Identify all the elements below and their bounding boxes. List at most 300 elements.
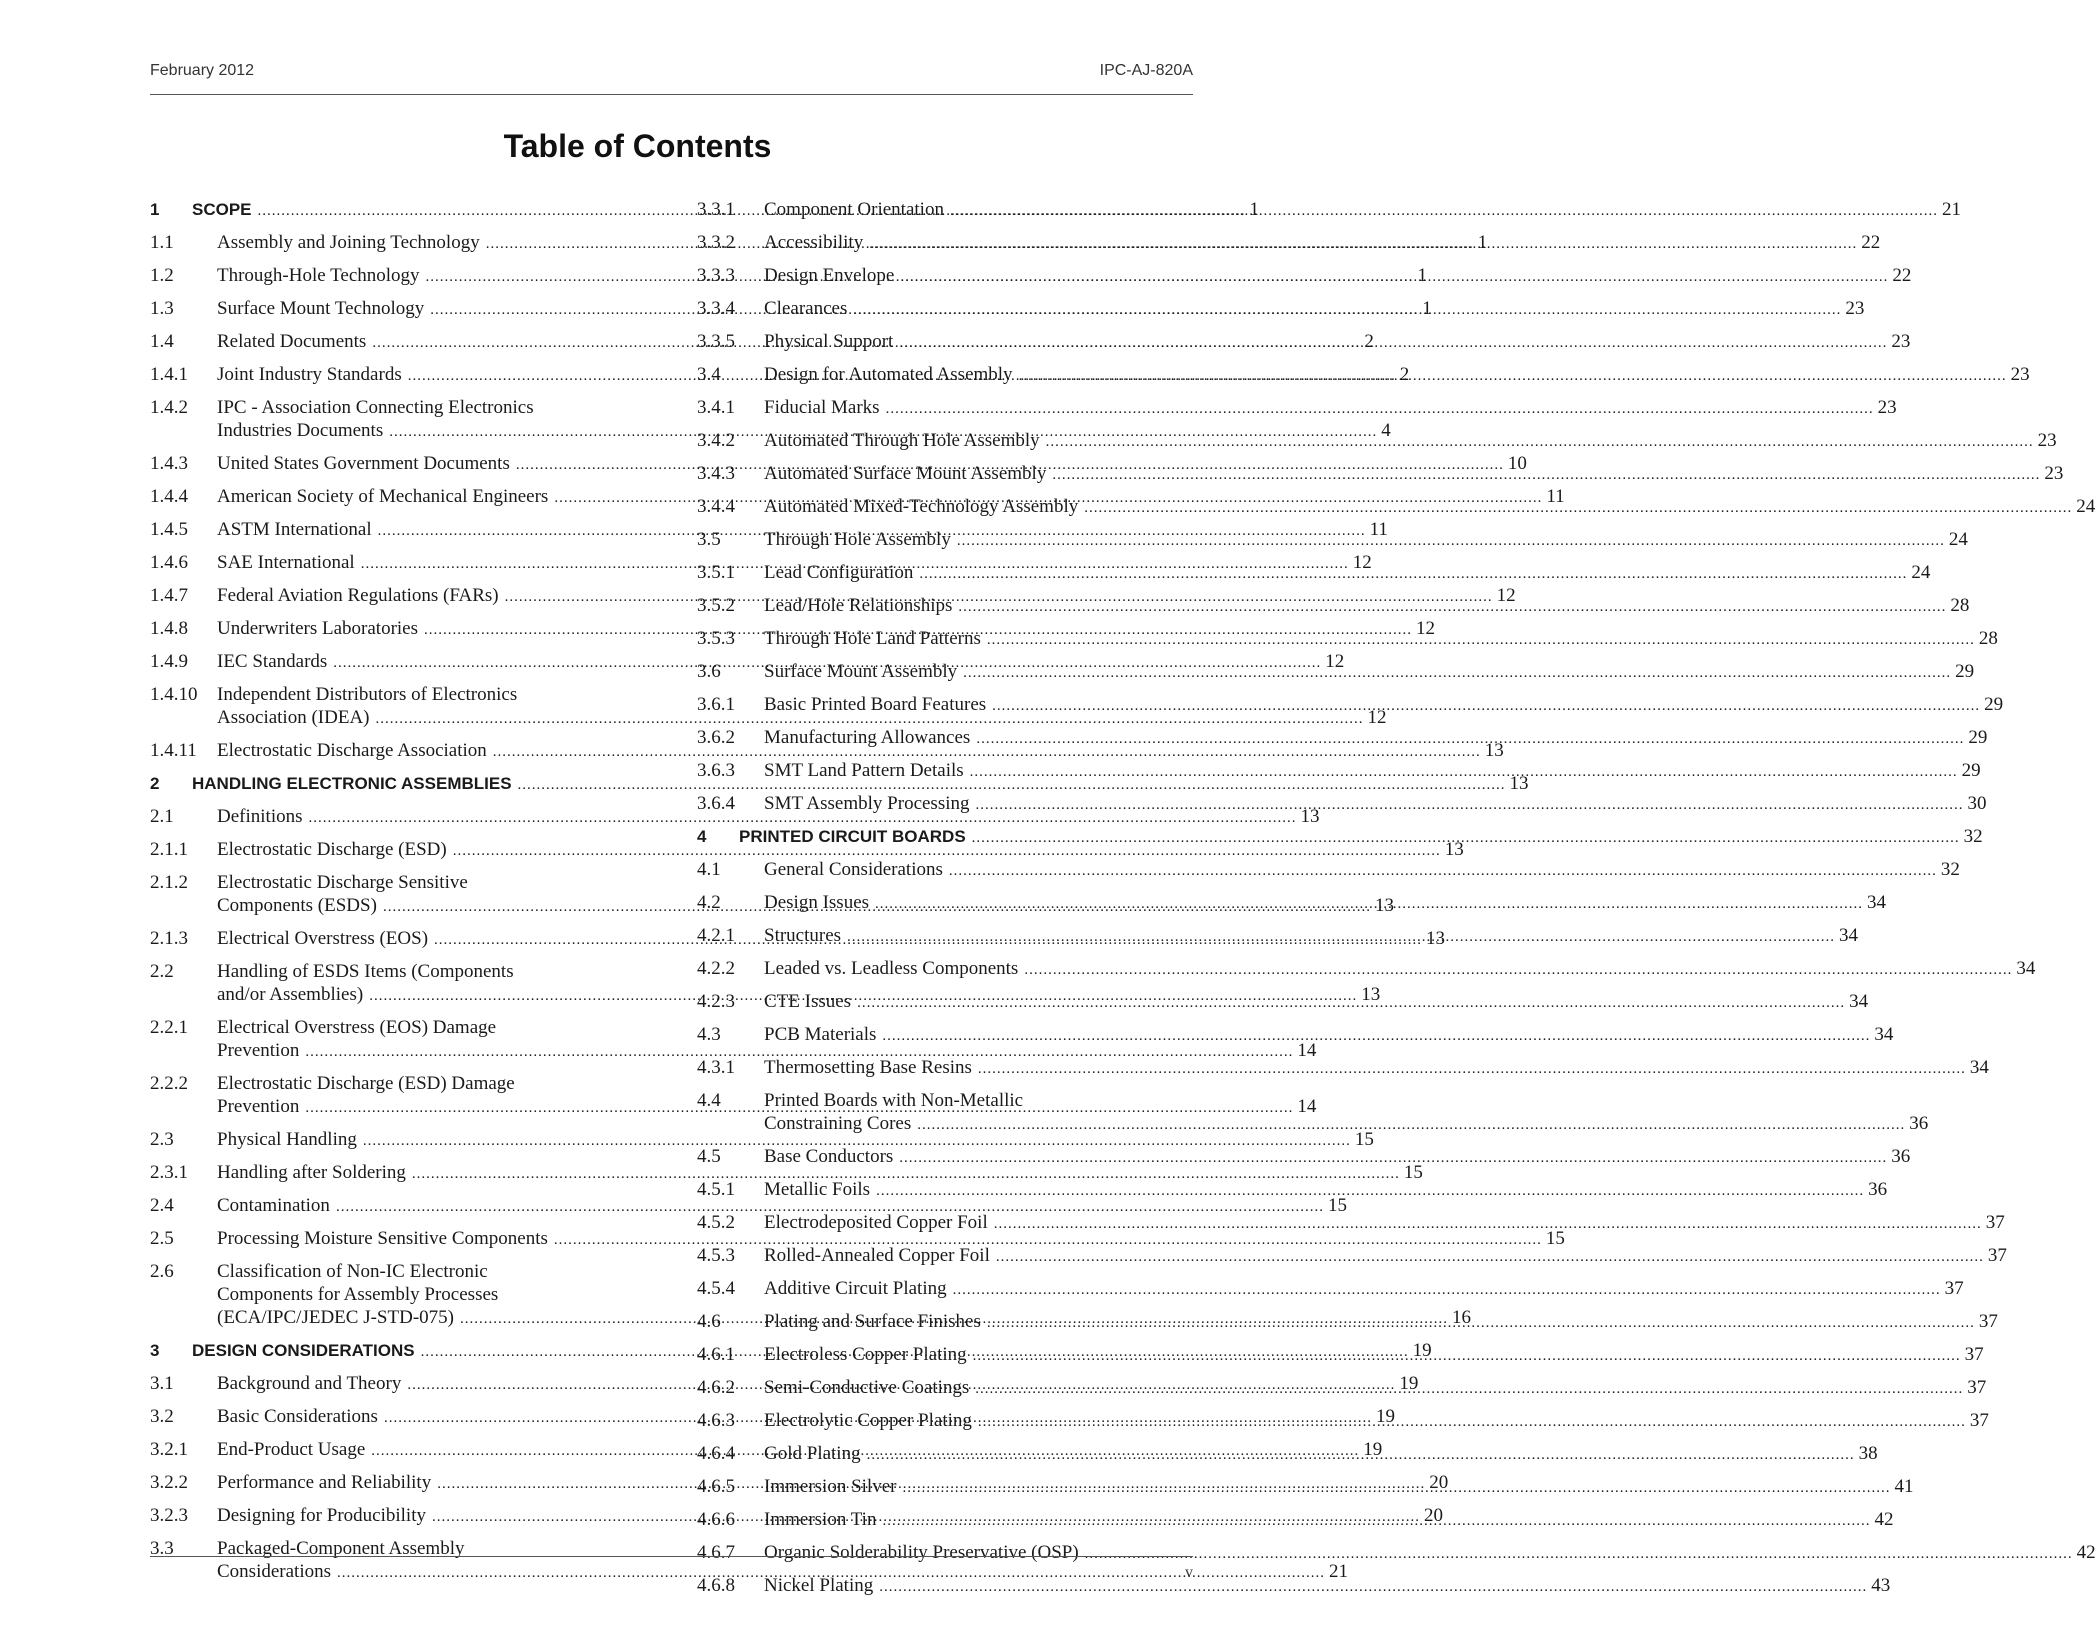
toc-section-title: United States Government Documents — [217, 453, 510, 474]
toc-section-number: 2.3 — [150, 1129, 174, 1150]
toc-section-title: Semi-Conductive Coatings — [764, 1377, 970, 1398]
toc-section-title: Accessibility — [764, 232, 864, 253]
toc-section-title: Electroless Copper Plating — [764, 1344, 967, 1365]
toc-page-number: 1 — [1249, 199, 1260, 220]
toc-section-title: Definitions — [217, 806, 303, 827]
dot-leader — [882, 1025, 1870, 1048]
toc-page-number: 29 — [1968, 727, 1988, 748]
toc-section-number: 1.4.7 — [150, 585, 188, 606]
toc-page-number: 24 — [1911, 562, 1931, 583]
toc-section-number: 1.4.6 — [150, 552, 188, 573]
toc-page-number: 12 — [1367, 707, 1387, 728]
toc-section-title: Design for Automated Assembly — [764, 364, 1013, 385]
toc-section-title: Electrical Overstress (EOS) — [217, 928, 429, 949]
toc-entry — [697, 1277, 1964, 1302]
toc-section-number: 4.5.2 — [697, 1212, 735, 1233]
toc-section-number: 2.4 — [150, 1195, 174, 1216]
toc-section-title: Performance and Reliability — [217, 1472, 432, 1493]
toc-section-title: Processing Moisture Sensitive Components — [217, 1228, 548, 1249]
toc-page-number: 19 — [1399, 1373, 1419, 1394]
toc-section-number: 3.6.4 — [697, 793, 735, 814]
toc-section-number: 3.5 — [697, 529, 721, 550]
toc-section-number: 3.3.4 — [697, 298, 735, 319]
dot-leader — [847, 926, 1835, 949]
dot-leader — [996, 1246, 1984, 1269]
toc-section-title: Basic Printed Board Features — [764, 694, 987, 715]
toc-section-title: Federal Aviation Regulations (FARs) — [217, 585, 499, 606]
toc-section-number: 3.3.1 — [697, 199, 735, 220]
toc-section-title: Designing for Producibility — [217, 1505, 426, 1526]
dot-leader — [987, 629, 1975, 652]
dot-leader — [978, 1411, 1966, 1434]
toc-section-title: General Considerations — [764, 859, 943, 880]
toc-section-title: Association (IDEA) — [217, 707, 370, 728]
toc-section-number: 2 — [150, 774, 160, 793]
toc-chapter-entry — [150, 772, 1529, 797]
dot-leader — [899, 1147, 1887, 1170]
toc-section-number: 4.6.2 — [697, 1377, 735, 1398]
toc-page-number: 37 — [1967, 1377, 1987, 1398]
toc-section-number: 4.2.2 — [697, 958, 735, 979]
header-document-id: IPC-AJ-820A — [1099, 62, 1193, 79]
toc-page-number: 14 — [1297, 1096, 1317, 1117]
toc-entry — [150, 739, 1504, 764]
toc-section-title: Surface Mount Technology — [217, 298, 425, 319]
toc-entry — [697, 1145, 1911, 1170]
toc-section-number: 3.3.3 — [697, 265, 735, 286]
toc-section-title: Prevention — [217, 1096, 300, 1117]
toc-section-number: 3.4.2 — [697, 430, 735, 451]
toc-section-title: Physical Support — [764, 331, 894, 352]
dot-leader — [867, 1444, 1855, 1467]
toc-page-number: 34 — [1839, 925, 1859, 946]
toc-entry — [697, 957, 2036, 982]
toc-page-number: 23 — [2044, 463, 2064, 484]
toc-page-number: 12 — [1352, 552, 1372, 573]
toc-page-number: 34 — [1867, 892, 1887, 913]
toc-entry — [697, 396, 1897, 421]
toc-page-number: 20 — [1429, 1472, 1449, 1493]
toc-page-number: 30 — [1967, 793, 1987, 814]
toc-page-number: 24 — [1948, 529, 1968, 550]
toc-section-title: Thermosetting Base Resins — [764, 1057, 972, 1078]
toc-entry — [697, 1574, 1891, 1599]
toc-section-title: Rolled-Annealed Copper Foil — [764, 1245, 990, 1266]
dot-leader — [869, 233, 1857, 256]
toc-section-number: 3.2.3 — [150, 1505, 188, 1526]
toc-section-title: Gold Plating — [764, 1443, 861, 1464]
toc-entry — [697, 297, 1865, 322]
toc-section-number: 4.5.4 — [697, 1278, 735, 1299]
toc-section-title: Metallic Foils — [764, 1179, 871, 1200]
dot-leader — [978, 1058, 1966, 1081]
toc-section-title: Design Issues — [764, 892, 870, 913]
toc-page-number: 36 — [1868, 1179, 1888, 1200]
toc-page-number: 15 — [1545, 1228, 1565, 1249]
toc-section-title: Design Envelope — [764, 265, 895, 286]
toc-section-title: Nickel Plating — [764, 1575, 874, 1596]
dot-leader — [958, 596, 1946, 619]
toc-section-title: Contamination — [217, 1195, 330, 1216]
dot-leader — [917, 1114, 1905, 1137]
toc-section-title: Physical Handling — [217, 1129, 357, 1150]
toc-section-title: Handling of ESDS Items (Components — [217, 961, 514, 982]
toc-section-title: Components (ESDS) — [217, 895, 377, 916]
dot-leader — [1024, 959, 2012, 982]
toc-section-number: 1 — [150, 200, 160, 219]
toc-section-title: SAE International — [217, 552, 355, 573]
toc-section-title: SMT Land Pattern Details — [764, 760, 964, 781]
toc-section-number: 3.6.1 — [697, 694, 735, 715]
toc-section-number: 2.3.1 — [150, 1162, 188, 1183]
toc-section-title: Through Hole Assembly — [764, 529, 951, 550]
toc-section-number: 4.5.1 — [697, 1179, 735, 1200]
dot-leader — [882, 1510, 1870, 1533]
toc-page-number: 23 — [1891, 331, 1911, 352]
toc-section-title: CTE Issues — [764, 991, 852, 1012]
toc-page-number: 22 — [1892, 265, 1912, 286]
toc-section-number: 4.6.1 — [697, 1344, 735, 1365]
toc-section-number: 2.1 — [150, 806, 174, 827]
toc-section-number: 2.2 — [150, 961, 174, 982]
dot-leader — [1046, 431, 2034, 454]
dot-leader — [987, 1312, 1975, 1335]
toc-section-number: 3.4 — [697, 364, 721, 385]
toc-page-number: 41 — [1894, 1476, 1914, 1497]
dot-leader — [957, 530, 1945, 553]
toc-section-title: Assembly and Joining Technology — [217, 232, 480, 253]
dot-leader — [879, 1576, 1867, 1599]
toc-page-number: 34 — [1849, 991, 1869, 1012]
toc-section-number: 1.4.9 — [150, 651, 188, 672]
toc-page-number: 42 — [2076, 1542, 2096, 1563]
toc-section-number: 3.3.2 — [697, 232, 735, 253]
toc-section-title: Electrical Overstress (EOS) Damage — [217, 1017, 497, 1038]
toc-section-title: Lead Configuration — [764, 562, 914, 583]
toc-section-title: Additive Circuit Plating — [764, 1278, 947, 1299]
dot-leader — [975, 1378, 1963, 1401]
toc-page-number: 4 — [1381, 420, 1391, 441]
toc-page-number: 19 — [1375, 1406, 1395, 1427]
toc-page-number: 13 — [1509, 773, 1529, 794]
toc-section-title: Automated Through Hole Assembly — [764, 430, 1040, 451]
toc-section-number: 3.2.1 — [150, 1439, 188, 1460]
toc-page-number: 21 — [1329, 1561, 1348, 1582]
toc-section-title: Lead/Hole Relationships — [764, 595, 953, 616]
toc-entry — [697, 264, 1912, 289]
toc-section-number: 3.3.5 — [697, 331, 735, 352]
dot-leader — [949, 860, 1937, 883]
toc-section-title: Clearances — [764, 298, 848, 319]
toc-entry — [697, 1023, 1894, 1048]
toc-section-title: Background and Theory — [217, 1373, 402, 1394]
toc-section-number: 2.1.2 — [150, 872, 188, 893]
toc-page-number: 16 — [1451, 1307, 1471, 1328]
toc-section-number: 3.6.2 — [697, 727, 735, 748]
toc-section-number: 2.2.1 — [150, 1017, 188, 1038]
toc-page-number: 34 — [1969, 1057, 1989, 1078]
toc-section-number: 4 — [697, 827, 707, 846]
toc-section-title: Electrostatic Discharge Association — [217, 740, 487, 761]
toc-page-number: 23 — [2010, 364, 2030, 385]
header-date: February 2012 — [150, 62, 255, 79]
toc-entry — [697, 363, 2030, 388]
toc-page-number: 19 — [1363, 1439, 1383, 1460]
toc-page-number: 36 — [1891, 1146, 1911, 1167]
toc-section-number: 4.1 — [697, 859, 721, 880]
toc-page-number: 15 — [1327, 1195, 1347, 1216]
toc-section-number: 1.4.11 — [150, 740, 197, 761]
page-title: Table of Contents — [503, 128, 772, 164]
toc-section-title: Automated Mixed-Technology Assembly — [764, 496, 1079, 517]
toc-page-number: 12 — [1496, 585, 1516, 606]
toc-section-number: 4.6.3 — [697, 1410, 735, 1431]
toc-page-number: 1 — [1422, 298, 1432, 319]
toc-page-number: 34 — [2016, 958, 2036, 979]
toc-page-number: 23 — [1877, 397, 1897, 418]
toc-section-number: 3 — [150, 1341, 160, 1360]
page-number: v — [1185, 1564, 1193, 1581]
toc-section-title: Considerations — [217, 1561, 331, 1582]
toc-entry — [150, 1227, 1565, 1252]
toc-section-number: 1.4.1 — [150, 364, 188, 385]
toc-section-title: Classification of Non-IC Electronic — [217, 1261, 488, 1282]
toc-section-title: Printed Boards with Non-Metallic — [764, 1090, 1024, 1111]
toc-section-number: 1.4.2 — [150, 397, 188, 418]
toc-entry — [150, 805, 1320, 830]
toc-page-number: 13 — [1444, 839, 1464, 860]
dot-leader — [886, 398, 1874, 421]
toc-page-number: 32 — [1940, 859, 1960, 880]
toc-section-number: 4.2.3 — [697, 991, 735, 1012]
toc-section-number: 1.4.5 — [150, 519, 188, 540]
toc-entry — [697, 1211, 2005, 1236]
toc-section-title: Electrostatic Discharge (ESD) Damage — [217, 1073, 515, 1094]
toc-entry — [150, 1194, 1347, 1219]
toc-section-title: SMT Assembly Processing — [764, 793, 970, 814]
toc-section-number: 1.2 — [150, 265, 174, 286]
toc-section-number: 4.2.1 — [697, 925, 735, 946]
toc-page-number: 37 — [1978, 1311, 1998, 1332]
toc-section-number: 3.1 — [150, 1373, 174, 1394]
toc-section-title: Joint Industry Standards — [217, 364, 402, 385]
toc-section-number: 1.4 — [150, 331, 174, 352]
toc-section-title: Related Documents — [217, 331, 367, 352]
toc-section-number: 3.3 — [150, 1538, 174, 1559]
toc-page-number: 23 — [1845, 298, 1865, 319]
toc-entry — [697, 858, 1960, 883]
toc-page-number: 32 — [1963, 826, 1983, 847]
toc-section-number: 3.6 — [697, 661, 721, 682]
toc-page-number: 28 — [1978, 628, 1998, 649]
dot-leader — [950, 200, 1938, 223]
toc-section-title: Electrostatic Discharge Sensitive — [217, 872, 468, 893]
toc-section-title: Handling after Soldering — [217, 1162, 406, 1183]
toc-page-number: 24 — [2076, 496, 2096, 517]
toc-page-number: 38 — [1858, 1443, 1878, 1464]
toc-section-title: Component Orientation — [764, 199, 944, 220]
toc-page-number: 11 — [1369, 519, 1388, 540]
toc-page-number: 10 — [1507, 453, 1527, 474]
header-rule — [150, 94, 1193, 95]
toc-section-title: Organic Solderability Preservative (OSP) — [764, 1542, 1079, 1563]
dot-leader — [1084, 497, 2072, 520]
dot-leader — [899, 332, 1887, 355]
toc-entry — [697, 330, 1911, 355]
toc-section-number: 4.6 — [697, 1311, 721, 1332]
toc-section-number: 2.2.2 — [150, 1073, 188, 1094]
toc-entry — [697, 1244, 2007, 1269]
toc-section-number: 4.6.4 — [697, 1443, 735, 1464]
toc-section-title: Automated Surface Mount Assembly — [764, 463, 1047, 484]
dot-leader — [976, 728, 1964, 751]
dot-leader — [1052, 464, 2040, 487]
toc-section-title: Independent Distributors of Electronics — [217, 684, 518, 705]
toc-section-title: Plating and Surface Finishes — [764, 1311, 981, 1332]
toc-section-title: IPC - Association Connecting Electronics — [217, 397, 534, 418]
toc-section-number: 1.1 — [150, 232, 174, 253]
toc-section-number: 4.6.6 — [697, 1509, 735, 1530]
toc-page-number: 21 — [1941, 199, 1961, 220]
toc-section-number: 1.4.4 — [150, 486, 188, 507]
toc-page-number: 13 — [1484, 740, 1504, 761]
toc-page-number: 19 — [1412, 1340, 1432, 1361]
toc-section-title: Through-Hole Technology — [217, 265, 420, 286]
toc-entry — [150, 1161, 1423, 1186]
toc-section-number: 3.2.2 — [150, 1472, 188, 1493]
toc-entry — [150, 1128, 1374, 1153]
toc-section-title: Packaged-Component Assembly — [217, 1538, 465, 1559]
toc-section-title: Base Conductors — [764, 1146, 894, 1167]
toc-section-title: PRINTED CIRCUIT BOARDS — [739, 827, 966, 846]
toc-section-number: 4.4 — [697, 1090, 721, 1111]
toc-section-number: 2.6 — [150, 1261, 174, 1282]
toc-section-number: 3.5.3 — [697, 628, 735, 649]
toc-page-number: 13 — [1361, 984, 1381, 1005]
toc-page-number: 23 — [2037, 430, 2057, 451]
toc-section-number: 3.6.3 — [697, 760, 735, 781]
toc-page-number: 37 — [1964, 1344, 1984, 1365]
dot-leader — [902, 1477, 1890, 1500]
toc-entry — [697, 198, 1961, 223]
toc-page-number: 14 — [1297, 1040, 1317, 1061]
toc-section-number: 1.4.10 — [150, 684, 198, 705]
toc-page-number: 29 — [1955, 661, 1975, 682]
toc-section-number: 4.2 — [697, 892, 721, 913]
toc-section-title: Leaded vs. Leadless Components — [764, 958, 1019, 979]
toc-page-number: 29 — [1961, 760, 1981, 781]
toc-section-number: 4.5 — [697, 1146, 721, 1167]
toc-page-number: 11 — [1546, 486, 1565, 507]
dot-leader — [976, 794, 1964, 817]
toc-entry — [697, 429, 2057, 454]
toc-page-number: 22 — [1861, 232, 1881, 253]
toc-section-number: 4.6.8 — [697, 1575, 735, 1596]
toc-page-number: 2 — [1399, 364, 1410, 385]
toc-section-title: Manufacturing Allowances — [764, 727, 971, 748]
dot-leader — [876, 1180, 1864, 1203]
toc-section-title: Immersion Tin — [764, 1509, 877, 1530]
toc-section-title: DESIGN CONSIDERATIONS — [192, 1341, 415, 1360]
toc-section-number: 2.1.3 — [150, 928, 188, 949]
toc-section-title: End-Product Usage — [217, 1439, 366, 1460]
dot-leader — [875, 893, 1863, 916]
toc-section-number: 1.4.3 — [150, 453, 188, 474]
toc-entry — [697, 1056, 1989, 1081]
dot-leader — [1085, 1543, 2073, 1566]
toc-page-number: 12 — [1416, 618, 1436, 639]
dot-leader — [972, 827, 1960, 850]
toc-section-title: Structures — [764, 925, 842, 946]
toc-entry — [697, 231, 1881, 256]
toc-section-title: Industries Documents — [217, 420, 384, 441]
toc-section-title: Underwriters Laboratories — [217, 618, 419, 639]
toc-section-number: 4.5.3 — [697, 1245, 735, 1266]
toc-section-number: 1.3 — [150, 298, 174, 319]
toc-section-number: 3.4.4 — [697, 496, 735, 517]
toc-page-number: 37 — [1987, 1245, 2007, 1266]
toc-section-number: 4.3.1 — [697, 1057, 735, 1078]
toc-page-number: 43 — [1871, 1575, 1891, 1596]
toc-section-title: IEC Standards — [217, 651, 328, 672]
toc-section-number: 3.2 — [150, 1406, 174, 1427]
toc-section-title: and/or Assemblies) — [217, 984, 364, 1005]
toc-section-title: Surface Mount Assembly — [764, 661, 958, 682]
toc-section-title: HANDLING ELECTRONIC ASSEMBLIES — [192, 774, 512, 793]
toc-section-title: SCOPE — [192, 200, 252, 219]
toc-section-title: Through Hole Land Patterns — [764, 628, 981, 649]
toc-page-number: 36 — [1909, 1113, 1929, 1134]
toc-page-number: 12 — [1325, 651, 1345, 672]
toc-section-number: 2.5 — [150, 1228, 174, 1249]
dot-leader — [853, 299, 1841, 322]
dot-leader — [973, 1345, 1961, 1368]
toc-section-number: 3.5.2 — [697, 595, 735, 616]
dot-leader — [1019, 365, 2007, 388]
toc-section-number: 2.1.1 — [150, 839, 188, 860]
toc-section-number: 3.4.3 — [697, 463, 735, 484]
toc-page-number: 28 — [1950, 595, 1970, 616]
toc-page-number: 13 — [1426, 928, 1446, 949]
toc-entry — [150, 838, 1464, 863]
toc-section-title: Immersion Silver — [764, 1476, 897, 1497]
dot-leader — [970, 761, 1958, 784]
toc-section-number: 4.6.7 — [697, 1542, 735, 1563]
toc-section-title: Constraining Cores — [764, 1113, 912, 1134]
toc-section-title: Electrostatic Discharge (ESD) — [217, 839, 447, 860]
dot-leader — [857, 992, 1845, 1015]
dot-leader — [953, 1279, 1941, 1302]
toc-section-title: (ECA/IPC/JEDEC J-STD-075) — [217, 1307, 454, 1328]
toc-section-title: Electrolytic Copper Plating — [764, 1410, 972, 1431]
toc-page-number: 20 — [1423, 1505, 1443, 1526]
footer-rule — [150, 1556, 1193, 1557]
toc-section-title: American Society of Mechanical Engineers — [217, 486, 549, 507]
toc-entry — [697, 1178, 1888, 1203]
toc-page-number: 1 — [1417, 265, 1428, 286]
toc-page-number: 37 — [1985, 1212, 2005, 1233]
toc-section-title: Electrodeposited Copper Foil — [764, 1212, 988, 1233]
toc-entry — [697, 1541, 2096, 1566]
toc-page-number: 2 — [1364, 331, 1374, 352]
toc-page-number: 34 — [1874, 1024, 1894, 1045]
dot-leader — [992, 695, 1980, 718]
toc-page-number: 37 — [1969, 1410, 1989, 1431]
toc-section-title: PCB Materials — [764, 1024, 877, 1045]
dot-leader — [900, 266, 1888, 289]
toc-section-title: ASTM International — [217, 519, 372, 540]
toc-section-number: 4.3 — [697, 1024, 721, 1045]
